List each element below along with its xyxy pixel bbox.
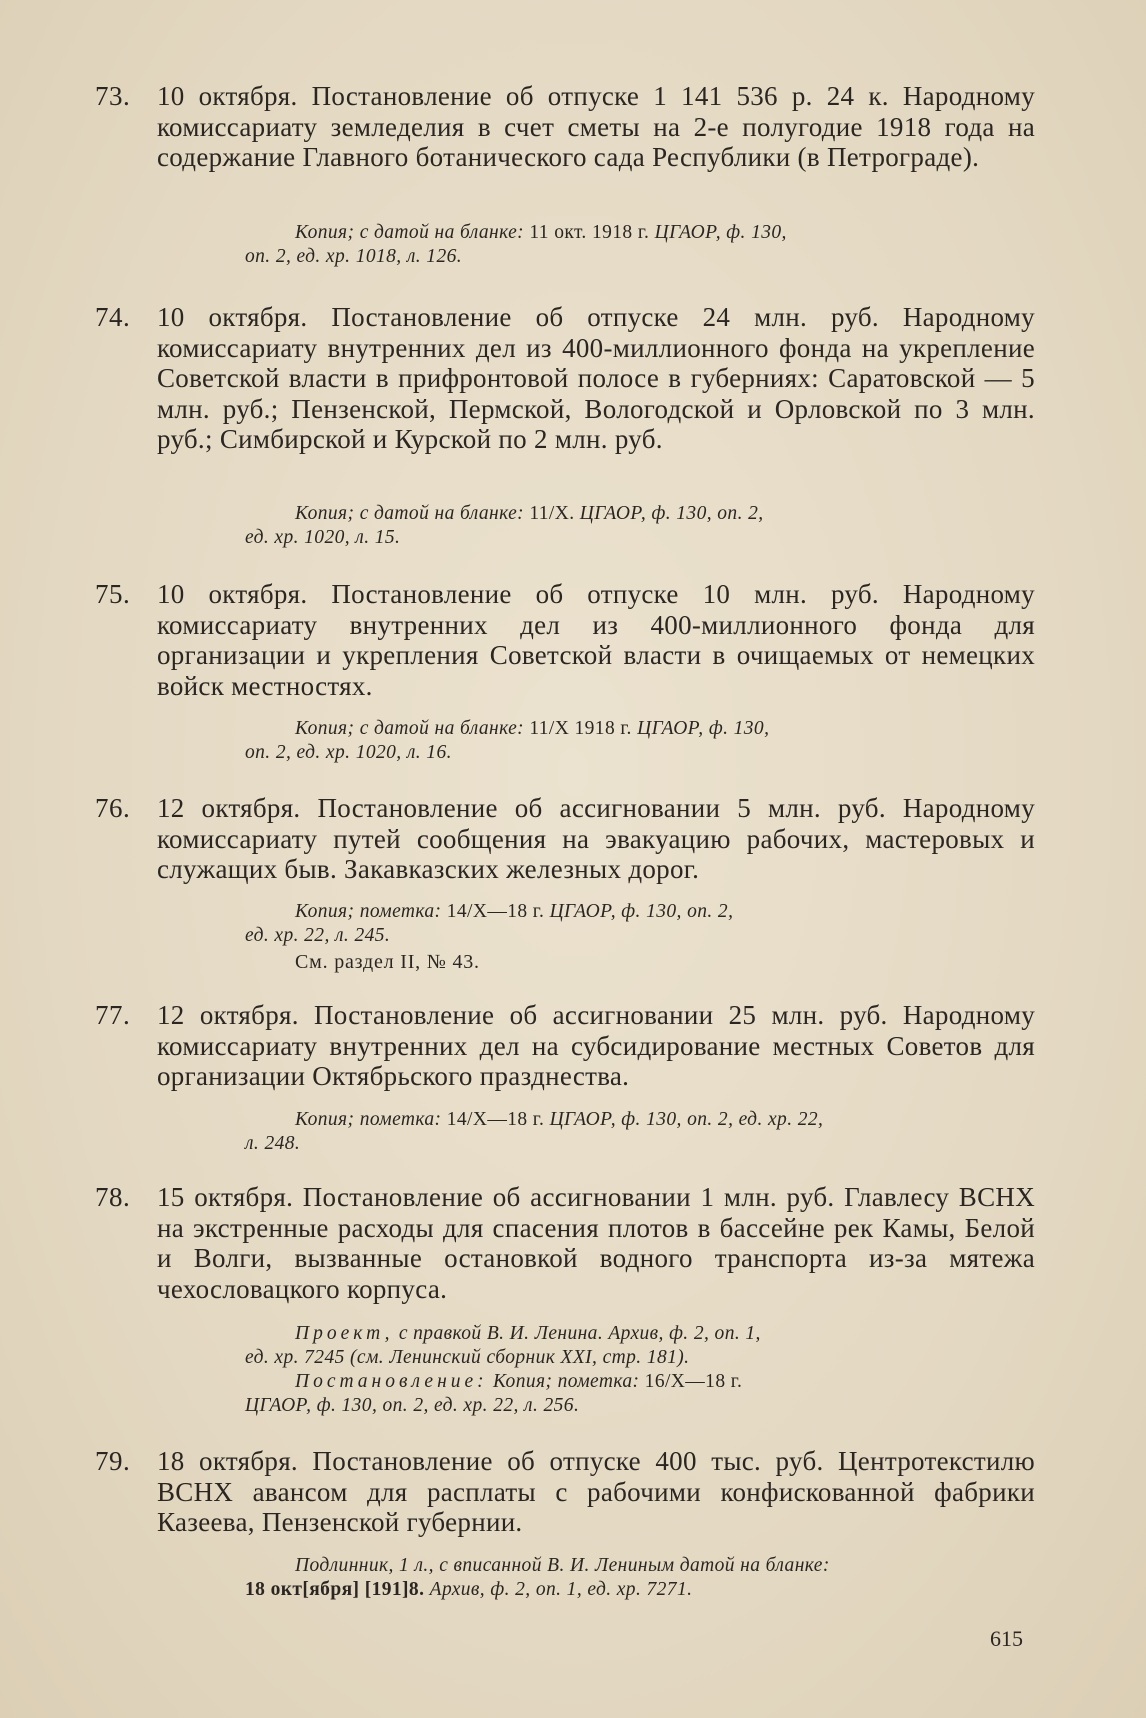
entry-text: 10 октября. Постановление об отпуске 1 141 536 р. 24 к. Народному комиссариату земледелия в счет сметы на 2-е полугодие 1918 года на содержание Главного ботанического сада Республики (в Петрограде).: [157, 81, 1035, 172]
entry-text: 18 октября. Постановление об отпуске 400 тыс. руб. Центротекстилю ВСНХ авансом для расплаты с рабочими конфискованной фабрики Казеева, Пензенской губернии.: [157, 1446, 1035, 1537]
entry-text: 12 октября. Постановление об ассигновании 25 млн. руб. Народному комиссариату внутренних дел на субсидирование местных Советов для организации Октябрьского празднества.: [157, 1000, 1035, 1091]
entry-text: 10 октября. Постановление об отпуске 10 млн. руб. Народному комиссариату внутренних дел из 400-миллионного фонда для организации и укрепления Советской власти в очищаемых от немецких войск местностях.: [157, 579, 1035, 701]
entry-number: 75.: [95, 579, 131, 609]
entry-source: Копия; пометка: 14/X—18 г. ЦГАОР, ф. 130, оп. 2, ед. хр. 22, л. 245.: [245, 901, 734, 946]
entry-number: 76.: [95, 793, 131, 823]
entry-number: 78.: [95, 1182, 131, 1212]
entry-source: Копия; пометка: 14/X—18 г. ЦГАОР, ф. 130, оп. 2, ед. хр. 22, л. 248.: [245, 1109, 824, 1154]
entry-source: Проект, с правкой В. И. Ленина. Архив, ф. 2, оп. 1, ед. хр. 7245 (см. Ленинский сборник XXI, стр. 181). Постановление: Копия; пометка: 16/X—18 г. ЦГАОР, ф. 130, оп. 2, ед. хр. 22, л. 256.: [245, 1323, 761, 1416]
entry-source: Копия; с датой на бланке: 11/X. ЦГАОР, ф. 130, оп. 2, ед. хр. 1020, л. 15.: [245, 503, 764, 548]
entry-text: 12 октября. Постановление об ассигновании 5 млн. руб. Народному комиссариату путей сообщения на эвакуацию рабочих, мастеровых и служащих быв. Закавказских железных дорог.: [157, 793, 1035, 884]
entry-source: Копия; с датой на бланке: 11/X 1918 г. ЦГАОР, ф. 130, оп. 2, ед. хр. 1020, л. 16.: [245, 718, 770, 763]
entry-text: 10 октября. Постановление об отпуске 24 млн. руб. Народному комиссариату внутренних дел из 400-миллионного фонда на укрепление Советской власти в прифронтовой полосе в губерниях: Саратовской — 5 млн. руб.; Пензенской, Пермской, Вологодской и Орловской по 3 млн. руб.; Симбирской и Курской по 2 млн. руб.: [157, 302, 1035, 454]
page-number: 615: [990, 1626, 1023, 1651]
entry-number: 79.: [95, 1446, 131, 1476]
entry-number: 77.: [95, 1000, 131, 1030]
see-also-note: См. раздел II, № 43.: [295, 951, 480, 973]
entry-number: 73.: [95, 81, 131, 111]
entry-number: 74.: [95, 302, 131, 332]
entry-text: 15 октября. Постановление об ассигновании 1 млн. руб. Главлесу ВСНХ на экстренные расходы для спасения плотов в бассейне рек Камы, Белой и Волги, вызванные остановкой водного транспорта из-за мятежа чехословацкого корпуса.: [157, 1182, 1035, 1304]
entry-source: Копия; с датой на бланке: 11 окт. 1918 г. ЦГАОР, ф. 130, оп. 2, ед. хр. 1018, л. 126.: [245, 222, 787, 267]
entry-source: Подлинник, 1 л., с вписанной В. И. Лениным датой на бланке: 18 окт[ября] [191]8. Архив, ф. 2, оп. 1, ед. хр. 7271.: [245, 1555, 830, 1600]
